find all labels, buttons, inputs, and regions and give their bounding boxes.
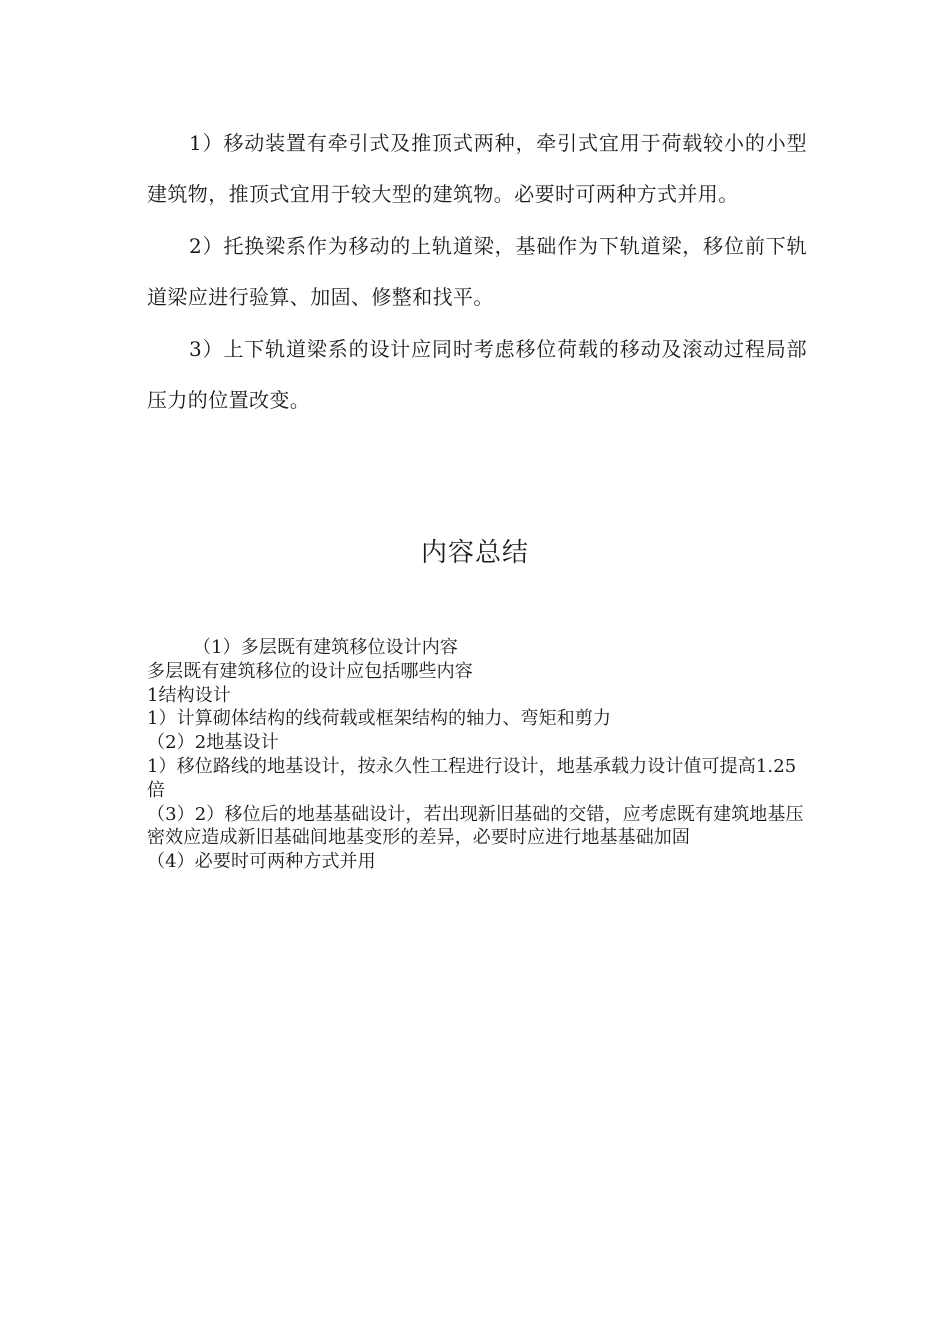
summary-line-3: 1结构设计: [147, 684, 231, 706]
body-text: [147, 118, 807, 427]
summary-line-4: 1）计算砌体结构的线荷载或框架结构的轴力、弯矩和剪力: [147, 708, 612, 730]
summary-block: [147, 636, 807, 874]
summary-line-7: （3）2）移位后的地基基础设计，若出现新旧基础的交错，应考虑既有建筑地基压密效应造成新旧基础间地基变形的差异，必要时应进行地基基础加固: [147, 803, 804, 849]
summary-line-2: 多层既有建筑移位的设计应包括哪些内容: [147, 660, 473, 682]
paragraph-2: 2）托换梁系作为移动的上轨道梁，基础作为下轨道梁，移位前下轨道梁应进行验算、加固、修整和找平。: [147, 234, 807, 309]
summary-line-6: 1）移位路线的地基设计，按永久性工程进行设计，地基承载力设计值可提高1.25倍: [147, 755, 797, 801]
summary-line-5: （2）2地基设计: [147, 732, 279, 754]
paragraph-1: 1）移动装置有牵引式及推顶式两种，牵引式宜用于荷载较小的小型建筑物，推顶式宜用于较大型的建筑物。必要时可两种方式并用。: [147, 131, 807, 206]
summary-line-1: （1）多层既有建筑移位设计内容: [193, 637, 458, 658]
paragraph-3: 3）上下轨道梁系的设计应同时考虑移位荷载的移动及滚动过程局部压力的位置改变。: [147, 337, 807, 412]
summary-line-8: （4）必要时可两种方式并用: [147, 851, 376, 873]
summary-title: 内容总结: [420, 538, 529, 568]
